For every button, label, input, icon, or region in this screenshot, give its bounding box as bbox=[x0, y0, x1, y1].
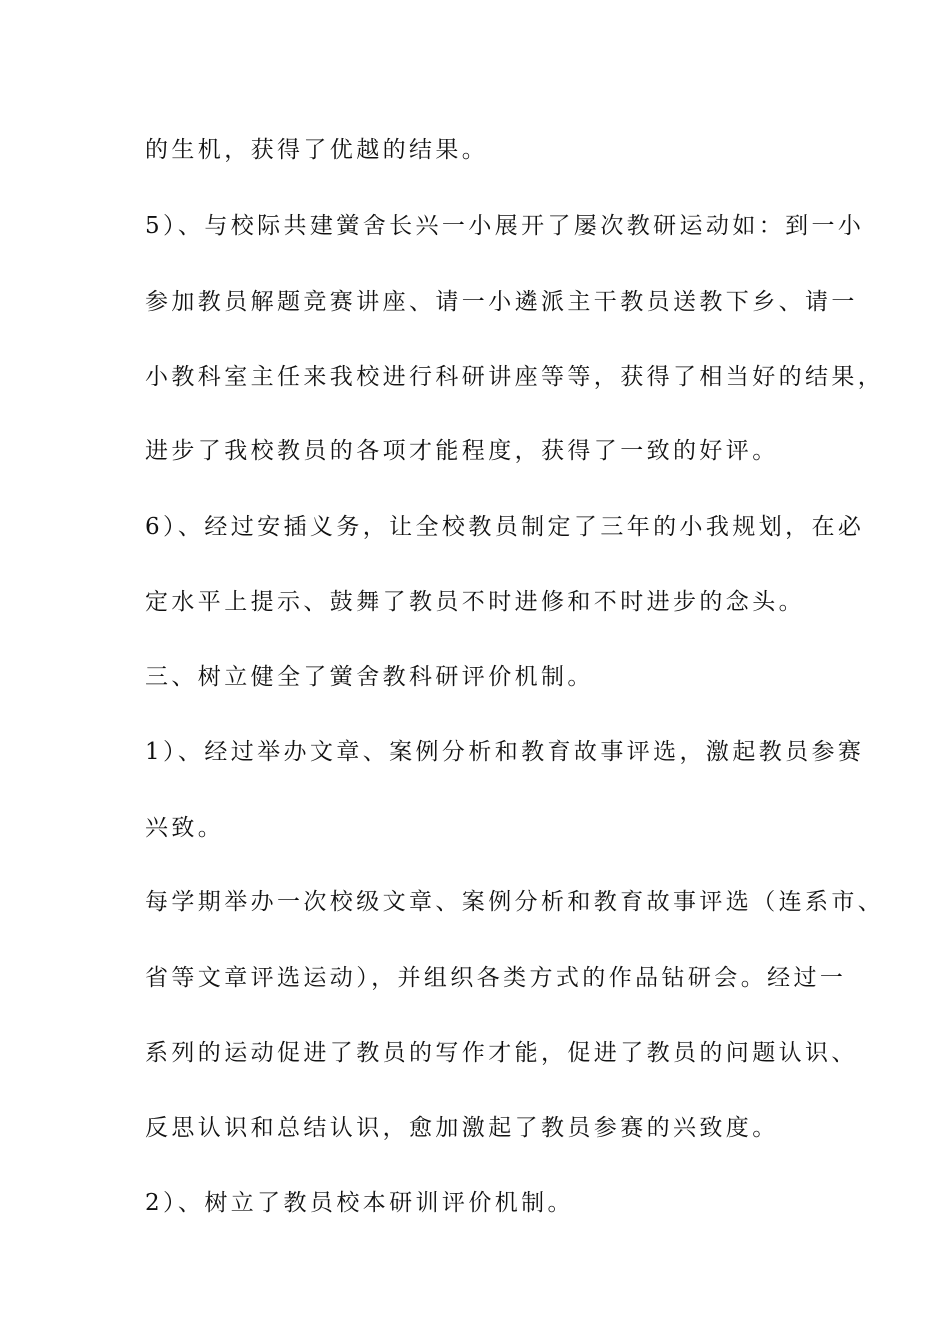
paragraph-line: 小教科室主任来我校进行科研讲座等等，获得了相当好的结果， bbox=[145, 364, 885, 390]
paragraph-line: 省等文章评选运动），并组织各类方式的作品钻研会。经过一 bbox=[145, 965, 847, 991]
section-heading: 三、树立健全了黉舍教科研评价机制。 bbox=[145, 664, 594, 690]
paragraph-line: 反思认识和总结认识，愈加激起了教员参赛的兴致度。 bbox=[145, 1115, 779, 1141]
paragraph-line: 定水平上提示、鼓舞了教员不时进修和不时进步的念头。 bbox=[145, 589, 805, 615]
paragraph-line: 系列的运动促进了教员的写作才能，促进了教员的问题认识、 bbox=[145, 1040, 858, 1066]
paragraph-line: 参加教员解题竞赛讲座、请一小遴派主干教员送教下乡、请一 bbox=[145, 289, 858, 315]
paragraph-line: 1）、经过举办文章、案例分析和教育故事评选，激起教员参赛 bbox=[145, 739, 865, 765]
paragraph-line: 的生机，获得了优越的结果。 bbox=[145, 137, 489, 163]
paragraph-line: 每学期举办一次校级文章、案例分析和教育故事评选（连系市、 bbox=[145, 889, 885, 915]
paragraph-line: 2）、树立了教员校本研训评价机制。 bbox=[145, 1190, 574, 1216]
paragraph-line: 进步了我校教员的各项才能程度，获得了一致的好评。 bbox=[145, 438, 779, 464]
paragraph-line: 5）、与校际共建黉舍长兴一小展开了屡次教研运动如：到一小 bbox=[145, 213, 865, 239]
paragraph-line: 兴致。 bbox=[145, 815, 225, 841]
paragraph-line: 6）、经过安插义务，让全校教员制定了三年的小我规划，在必 bbox=[145, 514, 865, 540]
